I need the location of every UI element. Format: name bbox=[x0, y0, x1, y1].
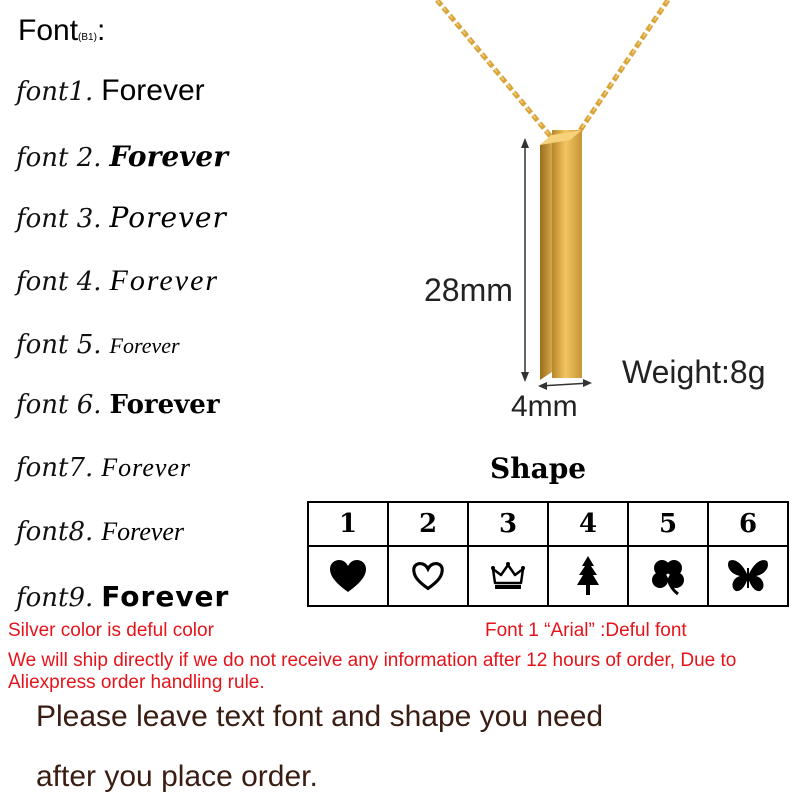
shape-cell-2 bbox=[388, 546, 468, 606]
font-label: font 6. bbox=[16, 390, 102, 420]
title-text: Font bbox=[18, 14, 79, 47]
font-label: font 2. bbox=[16, 143, 102, 173]
shape-cell-5 bbox=[628, 546, 708, 606]
font-label: font1. bbox=[16, 77, 94, 107]
font-sample: Forever bbox=[101, 580, 230, 613]
shape-number: 5 bbox=[628, 502, 708, 546]
font-option-3 bbox=[16, 201, 227, 245]
font-label: font 3. bbox=[16, 204, 102, 234]
font-option-4 bbox=[16, 264, 219, 308]
bar-pendant-front bbox=[552, 130, 582, 378]
weight-label: Weight:8g bbox=[622, 354, 766, 390]
shape-number: 2 bbox=[388, 502, 468, 546]
font-label: font7. bbox=[16, 453, 94, 483]
font-sample: Forever bbox=[109, 390, 220, 420]
clover-icon bbox=[648, 556, 688, 596]
shape-cell-6 bbox=[708, 546, 788, 606]
pine-tree-icon bbox=[575, 555, 601, 597]
height-label: 28mm bbox=[424, 272, 513, 308]
shape-number-row bbox=[308, 502, 788, 546]
heart-outline-icon bbox=[410, 560, 446, 592]
crown-icon bbox=[491, 561, 525, 591]
heart-filled-icon bbox=[328, 558, 368, 594]
font-option-6 bbox=[16, 390, 220, 434]
font-option-2 bbox=[16, 140, 228, 184]
shape-cell-4 bbox=[548, 546, 628, 606]
font-option-9 bbox=[16, 580, 229, 624]
font-option-8 bbox=[16, 517, 184, 561]
page-title bbox=[18, 14, 105, 48]
font-sample: Forever bbox=[101, 453, 192, 482]
bar-pendant-side bbox=[540, 135, 552, 380]
shape-cell-3 bbox=[468, 546, 548, 606]
font-option-7 bbox=[16, 453, 191, 497]
shape-cell-1 bbox=[308, 546, 388, 606]
title-subscript: (B1) bbox=[78, 32, 97, 43]
font-label: font8. bbox=[16, 517, 94, 547]
font-sample: Forever bbox=[109, 333, 180, 358]
shipping-note: We will ship directly if we do not receive any information after 12 hours of order, Due to Aliexpress order handling rule. bbox=[8, 650, 737, 693]
default-font-note: Font 1 “Arial” :Deful font bbox=[485, 620, 687, 641]
shape-number: 3 bbox=[468, 502, 548, 546]
font-sample: Porever bbox=[109, 201, 227, 234]
shape-title: Shape bbox=[490, 452, 587, 485]
font-sample: Forever bbox=[109, 264, 220, 297]
font-sample: Forever bbox=[109, 140, 228, 173]
silver-default-note: Silver color is deful color bbox=[8, 620, 214, 641]
shape-number: 1 bbox=[308, 502, 388, 546]
font-label: font9. bbox=[16, 583, 94, 613]
shape-number: 4 bbox=[548, 502, 628, 546]
shape-icon-row bbox=[308, 546, 788, 606]
order-instruction-line-2: after you place order. bbox=[36, 760, 318, 793]
font-label: font 5. bbox=[16, 330, 102, 360]
order-instruction-line-1: Please leave text font and shape you need bbox=[36, 700, 604, 733]
font-sample: Forever bbox=[101, 74, 205, 107]
width-label: 4mm bbox=[511, 390, 578, 423]
width-dimension-line bbox=[540, 383, 590, 386]
font-option-1 bbox=[16, 74, 205, 118]
font-sample: Forever bbox=[101, 517, 185, 546]
title-suffix: : bbox=[96, 14, 106, 47]
butterfly-icon bbox=[726, 558, 770, 594]
font-option-5 bbox=[16, 330, 180, 374]
shape-number: 6 bbox=[708, 502, 788, 546]
font-label: font 4. bbox=[16, 267, 102, 297]
shape-table bbox=[307, 501, 789, 607]
